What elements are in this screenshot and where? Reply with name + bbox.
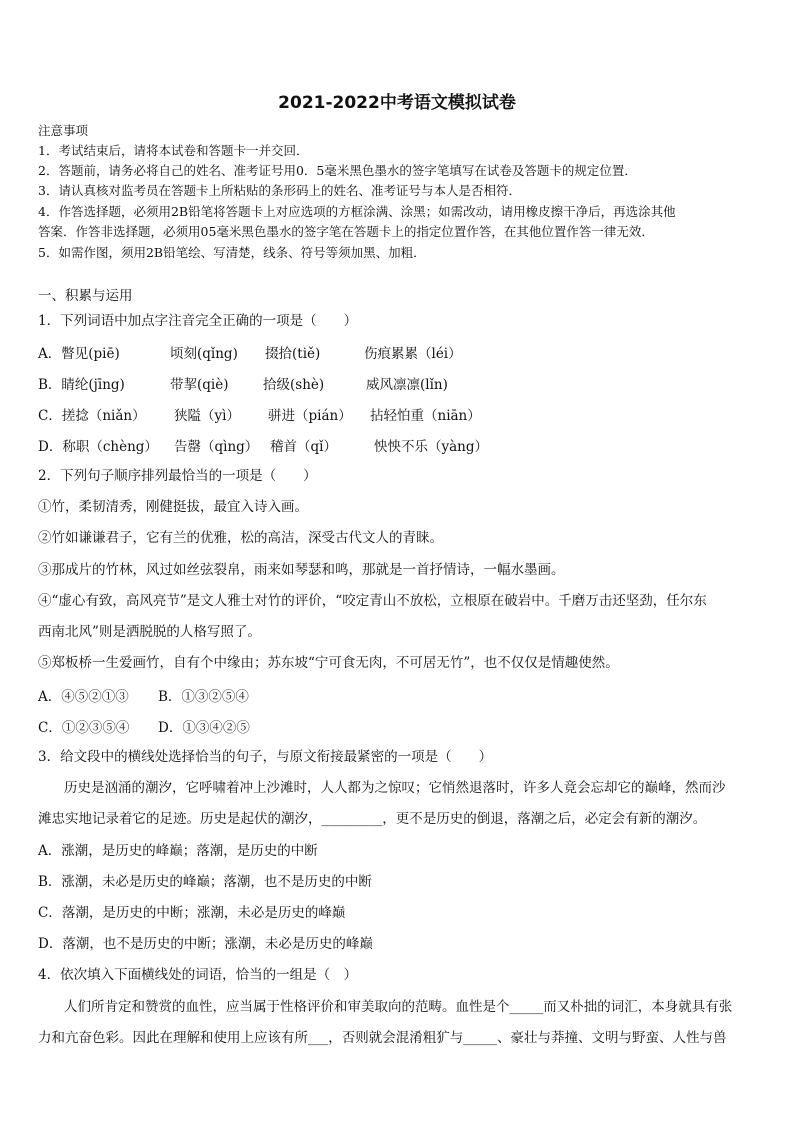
sentence-line: ①竹，柔韧清秀，刚健挺拔，最宜入诗入画。	[38, 499, 308, 515]
option-b: B．睛纶(jīng)	[38, 377, 125, 393]
note-item: 2．答题前，请务必将自己的姓名、准考证号用0．5毫米黑色墨水的签字笔填写在试卷及答题卡的规定位置．	[38, 163, 637, 178]
option-d: D．①③④②⑤	[158, 720, 250, 736]
option-a: A．④⑤②①③	[38, 689, 129, 705]
passage-line: 滩忠实地记录着它的足迹。历史是起伏的潮汐，_________，更不是历史的倒退，落潮之后，必定会有新的潮汐。	[38, 811, 707, 827]
option-c: C．①②③⑤④	[38, 720, 130, 736]
passage-line: 力和亢奋色彩。因此在理解和使用上应该有所___，否则就会混淆粗犷与_____、豪壮与莽撞、文明与野蛮、人性与兽	[38, 1030, 727, 1046]
option-d: D．称职（chèng）	[38, 439, 158, 455]
note-item: 4．作答选择题，必须用2B铅笔将答题卡上对应选项的方框涂满、涂黑；如需改动，请用橡皮擦干净后，再选涂其他	[38, 204, 676, 219]
sentence-line: ④“虚心有致，高风亮节”是文人雅士对竹的评价，“咬定青山不放松，立根原在破岩中。千磨万击还坚劲，任尔东	[38, 593, 707, 609]
option-word: 骈进（pián）	[268, 408, 352, 424]
question-4-stem: 4．依次填入下面横线处的词语，恰当的一组是（ ）	[38, 967, 358, 983]
sentence-line: ③那成片的竹林，风过如丝弦裂帛，雨来如琴瑟和鸣，那就是一首抒情诗，一幅水墨画。	[38, 562, 565, 578]
option-c: C．搓捻（niǎn）	[38, 408, 146, 424]
exam-title: 2021-2022中考语文模拟试卷	[278, 93, 516, 113]
passage-line: 历史是汹涌的潮汐，它呼啸着冲上沙滩时，人人都为之惊叹；它悄然退落时，许多人竟会忘却它的巅峰，然而沙	[64, 780, 726, 796]
option-word: 拈轻怕重（niān）	[370, 408, 481, 424]
option-a: A．涨潮，是历史的峰巅；落潮，是历史的中断	[38, 843, 318, 859]
note-item: 3．请认真核对监考员在答题卡上所粘贴的条形码上的姓名、准考证号与本人是否相符．	[38, 183, 521, 198]
option-word: 掇拾(tiě)	[265, 346, 321, 362]
sentence-line: 西南北风”则是洒脱脱的人格写照了。	[38, 624, 261, 640]
section-heading: 一、积累与运用	[38, 288, 133, 304]
question-1-stem: 1．下列词语中加点字注音完全正确的一项是（ ）	[38, 313, 358, 329]
sentence-line: ②竹如谦谦君子，它有兰的优雅，松的高洁，深受古代文人的青睐。	[38, 530, 443, 546]
option-word: 狭隘（yì）	[174, 408, 240, 424]
option-d: D．落潮，也不是历史的中断；涨潮，未必是历史的峰巅	[38, 936, 373, 952]
sentence-line: ⑤郑板桥一生爱画竹，自有个中缘由；苏东坡“宁可食无肉，不可居无竹”，也不仅仅是情趣使然。	[38, 655, 619, 671]
option-a: A．瞥见(piē)	[38, 346, 120, 362]
option-word: 威风凛凛(lǐn)	[366, 377, 448, 393]
option-c: C．落潮，是历史的中断；涨潮，未必是历史的峰巅	[38, 905, 346, 921]
option-word: 怏怏不乐（yàng）	[374, 439, 489, 455]
note-item: 1．考试结束后，请将本试卷和答题卡一并交回．	[38, 143, 309, 158]
question-2-stem: 2．下列句子顺序排列最恰当的一项是（ ）	[38, 468, 317, 484]
option-word: 告罄（qìng）	[174, 439, 259, 455]
note-item: 5．如需作图，须用2B铅笔绘、写清楚，线条、符号等须加黑、加粗．	[38, 245, 426, 260]
question-3-stem: 3．给文段中的横线处选择恰当的句子，与原文衔接最紧密的一项是（ ）	[38, 749, 493, 765]
option-word: 拾级(shè)	[263, 377, 325, 393]
note-item: 答案．作答非选择题，必须用05毫米黑色墨水的签字笔在答题卡上的指定位置作答，在其他位置作答一律无效．	[38, 224, 654, 239]
option-b: B．①③②⑤④	[158, 689, 249, 705]
option-b: B．涨潮，未必是历史的峰巅；落潮，也不是历史的中断	[38, 874, 372, 890]
notes-heading: 注意事项	[38, 123, 89, 138]
option-word: 伤痕累累（léi）	[364, 346, 462, 362]
passage-line: 人们所肯定和赞赏的血性，应当属于性格评价和审美取向的范畴。血性是个_____而又朴拙的词汇，本身就具有张	[64, 999, 733, 1015]
option-word: 顷刻(qǐng)	[170, 346, 238, 362]
option-word: 稽首（qǐ）	[270, 439, 337, 455]
option-word: 带挈(qiè)	[170, 377, 229, 393]
